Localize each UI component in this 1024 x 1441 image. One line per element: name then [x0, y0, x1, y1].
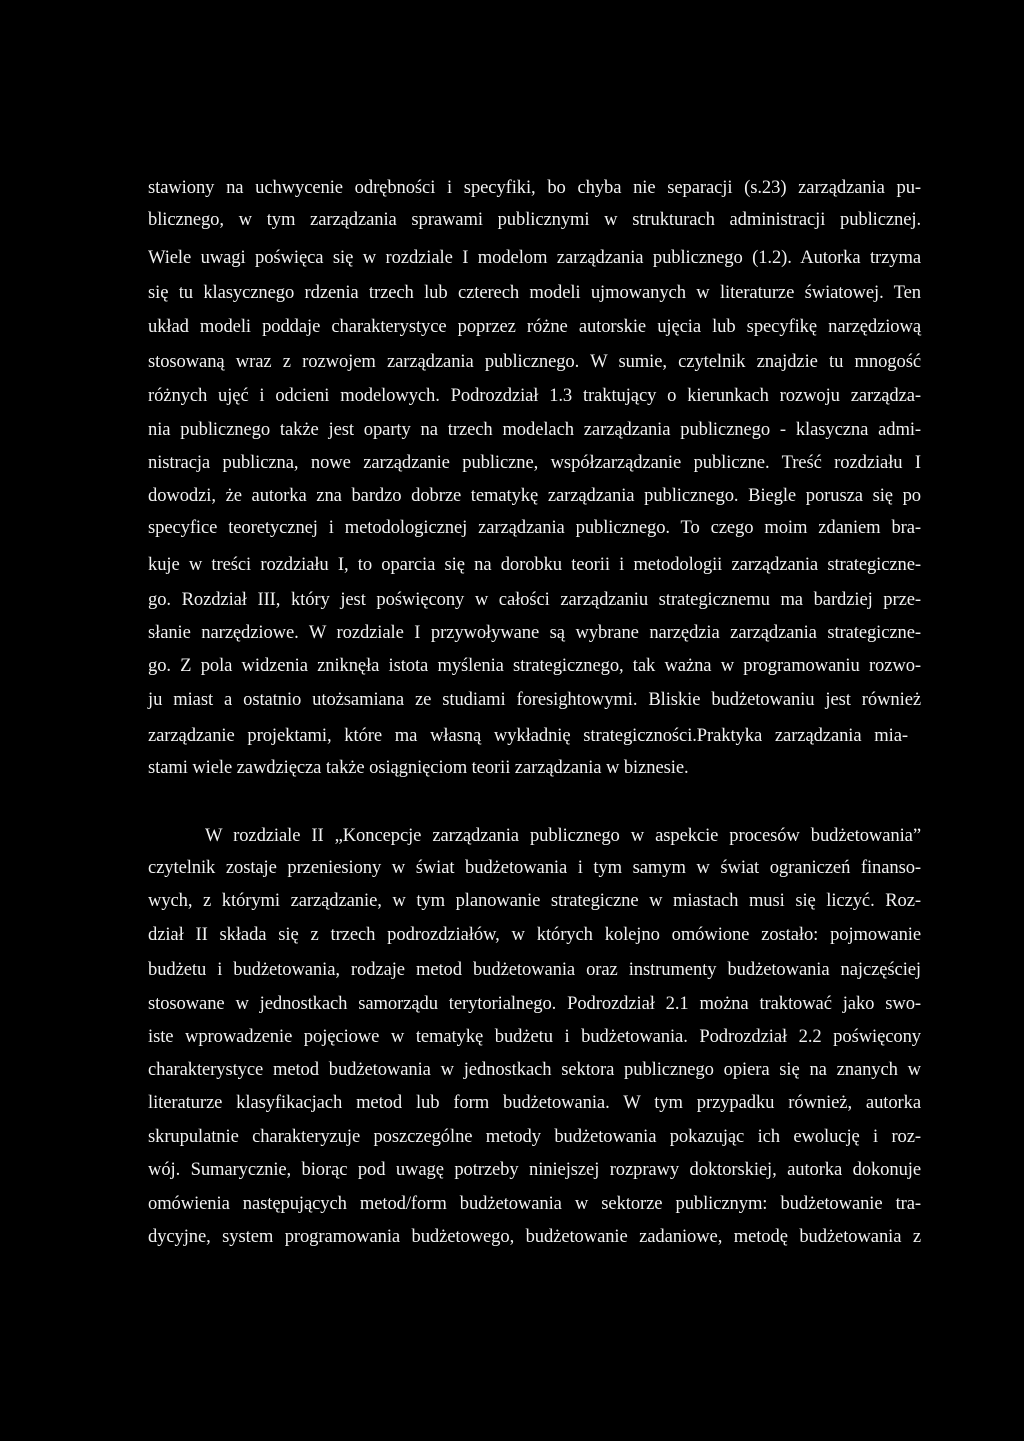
text-line: iste wprowadzenie pojęciowe w tematykę budżetu i budżetowania. Podrozdział 2.2 poświęcony [148, 1026, 921, 1047]
text-line: blicznego, w tym zarządzania sprawami publicznymi w strukturach administracji publicznej. [148, 209, 921, 230]
text-line: Wiele uwagi poświęca się w rozdziale I modelom zarządzania publicznego (1.2). Autorka trzyma [148, 247, 921, 268]
text-line: stami wiele zawdzięcza także osiągnięciom teorii zarządzania w biznesie. [148, 757, 689, 778]
text-line: charakterystyce metod budżetowania w jednostkach sektora publicznego opiera się na znanych w [148, 1059, 921, 1080]
text-line: nia publicznego także jest oparty na trzech modelach zarządzania publicznego - klasyczna admi- [148, 419, 921, 440]
text-line: nistracja publiczna, nowe zarządzanie publiczne, współzarządzanie publiczne. Treść rozdziału I [148, 452, 921, 473]
text-line: budżetu i budżetowania, rodzaje metod budżetowania oraz instrumenty budżetowania najczęściej [148, 959, 921, 980]
text-line: literaturze klasyfikacjach metod lub form budżetowania. W tym przypadku również, autorka [148, 1092, 921, 1113]
text-line: się tu klasycznego rdzenia trzech lub czterech modeli ujmowanych w literaturze światowej. Ten [148, 282, 921, 303]
text-line: go. Rozdział III, który jest poświęcony w całości zarządzaniu strategicznemu ma bardziej prze- [148, 589, 921, 610]
text-line: stosowaną wraz z rozwojem zarządzania publicznego. W sumie, czytelnik znajdzie tu mnogość [148, 351, 921, 372]
text-line: układ modeli poddaje charakterystyce poprzez różne autorskie ujęcia lub specyfikę narzędziową [148, 316, 921, 337]
text-line: wój. Sumarycznie, biorąc pod uwagę potrzeby niniejszej rozprawy doktorskiej, autorka dokonuje [148, 1159, 921, 1180]
text-line: wych, z którymi zarządzanie, w tym planowanie strategiczne w miastach musi się liczyć. Roz- [148, 890, 921, 911]
text-line: słanie narzędziowe. W rozdziale I przywoływane są wybrane narzędzia zarządzania strategiczne- [148, 622, 921, 643]
text-line: zarządzanie projektami, które ma własną wykładnię strategiczności.Praktyka zarządzania mia- [148, 725, 908, 746]
text-line: dział II składa się z trzech podrozdziałów, w których kolejno omówione zostało: pojmowanie [148, 924, 921, 945]
text-line: go. Z pola widzenia zniknęła istota myślenia strategicznego, tak ważna w programowaniu rozwo- [148, 655, 921, 676]
text-line: ju miast a ostatnio utożsamiana ze studiami foresightowymi. Bliskie budżetowaniu jest również [148, 689, 921, 710]
text-line: specyfice teoretycznej i metodologicznej zarządzania publicznego. To czego moim zdaniem bra- [148, 517, 921, 538]
text-line: stawiony na uchwycenie odrębności i specyfiki, bo chyba nie separacji (s.23) zarządzania pu- [148, 177, 921, 198]
text-line: omówienia następujących metod/form budżetowania w sektorze publicznym: budżetowanie tra- [148, 1193, 921, 1214]
text-line: czytelnik zostaje przeniesiony w świat budżetowania i tym samym w świat ograniczeń finanso- [148, 857, 921, 878]
text-line: W rozdziale II „Koncepcje zarządzania publicznego w aspekcie procesów budżetowania” [205, 825, 921, 846]
text-line: różnych ujęć i odcieni modelowych. Podrozdział 1.3 traktujący o kierunkach rozwoju zarządza- [148, 385, 921, 406]
text-line: skrupulatnie charakteryzuje poszczególne metody budżetowania pokazując ich ewolucję i roz- [148, 1126, 921, 1147]
text-line: stosowane w jednostkach samorządu terytorialnego. Podrozdział 2.1 można traktować jako swo- [148, 993, 921, 1014]
text-line: dycyjne, system programowania budżetowego, budżetowanie zadaniowe, metodę budżetowania z [148, 1226, 921, 1247]
text-line: dowodzi, że autorka zna bardzo dobrze tematykę zarządzania publicznego. Biegle porusza się po [148, 485, 921, 506]
text-line: kuje w treści rozdziału I, to oparcia się na dorobku teorii i metodologii zarządzania strategiczne- [148, 554, 921, 575]
